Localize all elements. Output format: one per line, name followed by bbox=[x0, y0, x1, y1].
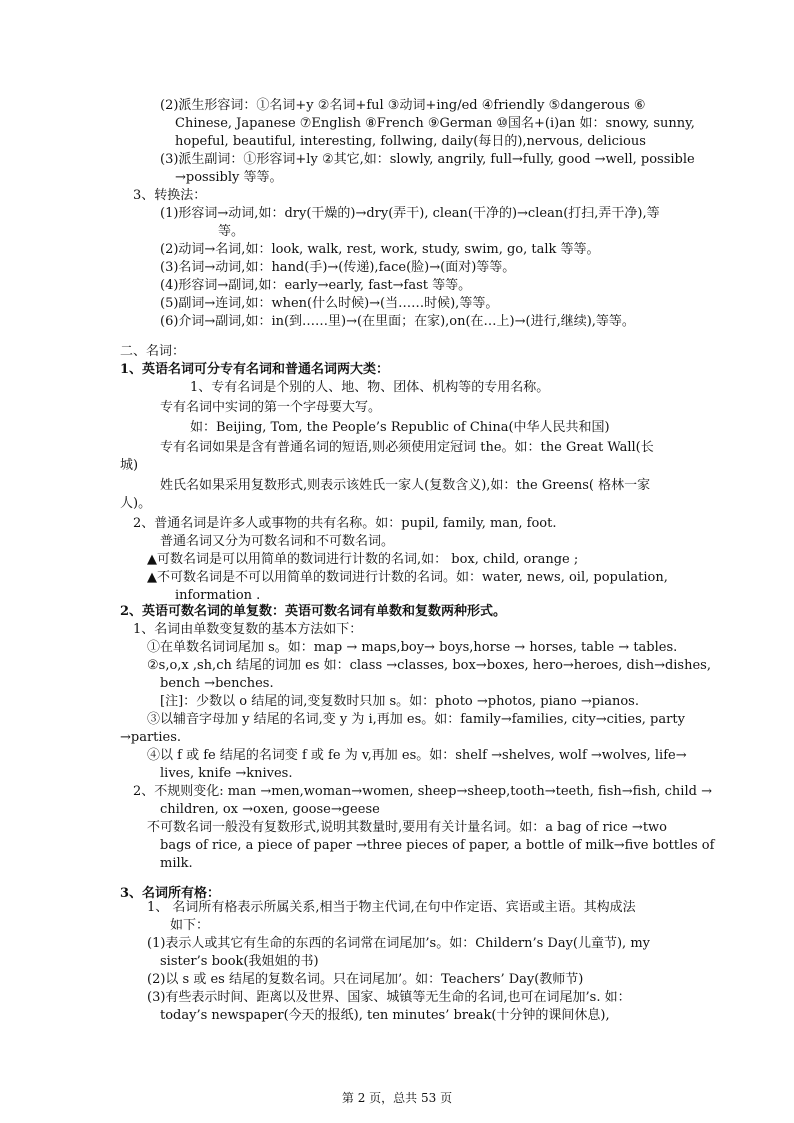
text-line: 1、英语名词可分专有名词和普通名词两大类： bbox=[120, 362, 390, 377]
text-line: (4)形容词→副词,如：early→early, fast→fast 等等。 bbox=[160, 278, 472, 293]
text-line: sister’s book(我姐姐的书) bbox=[160, 954, 319, 969]
text-line: 2、英语可数名词的单复数：英语可数名词有单数和复数两种形式。 bbox=[120, 604, 507, 619]
text-line: bags of rice, a piece of paper →three pieces of paper, a bottle of milk→five bottles of bbox=[160, 838, 715, 853]
text-line: (1)形容词→动词,如：dry(干燥的)→dry(弄干), clean(干净的)→clean(打扫,弄干净),等 bbox=[160, 206, 660, 221]
text-line: [注]：少数以 o 结尾的词,变复数时只加 s。如：photo →photos, piano →pianos. bbox=[160, 694, 639, 709]
text-line: →possibly 等等。 bbox=[175, 170, 283, 185]
text-line: ▲可数名词是可以用简单的数词进行计数的名词,如： box, child, orange ; bbox=[147, 552, 579, 567]
text-line: ④以 f 或 fe 结尾的名词变 f 或 fe 为 v,再加 es。如：shelf →shelves, wolf →wolves, life→ bbox=[147, 748, 687, 763]
text-line: 1、 名词所有格表示所属关系,相当于物主代词,在句中作定语、宾语或主语。其构成法 bbox=[147, 900, 636, 915]
text-line: lives, knife →knives. bbox=[160, 766, 293, 781]
text-line: information . bbox=[175, 588, 261, 603]
text-line: (2)派生形容词：①名词+y ②名词+ful ③动词+ing/ed ④friendly ⑤dangerous ⑥ bbox=[160, 98, 646, 113]
text-line: ▲不可数名词是不可以用简单的数词进行计数的名词。如：water, news, oil, population, bbox=[147, 570, 668, 585]
text-line: (2)以 s 或 es 结尾的复数名词。只在词尾加’。如：Teachers’ Day(教师节) bbox=[147, 972, 584, 987]
text-line: 普通名词又分为可数名词和不可数名词。 bbox=[160, 534, 395, 549]
text-line: 专有名词中实词的第一个字母要大写。 bbox=[160, 400, 382, 415]
text-line: (3)名词→动词,如：hand(手)→(传递),face(脸)→(面对)等等。 bbox=[160, 260, 516, 275]
text-line: (3)有些表示时间、距离以及世界、国家、城镇等无生命的名词,也可在词尾加’s. 如： bbox=[147, 990, 631, 1005]
text-line: hopeful, beautiful, interesting, follwing, daily(每日的),nervous, delicious bbox=[175, 134, 646, 149]
text-line: ①在单数名词词尾加 s。如：map → maps,boy→ boys,horse → horses, table → tables. bbox=[147, 640, 678, 655]
text-line: 不可数名词一般没有复数形式,说明其数量时,要用有关计量名词。如：a bag of rice →two bbox=[147, 820, 667, 835]
text-line: 2、普通名词是许多人或事物的共有名称。如：pupil, family, man, foot. bbox=[133, 516, 557, 531]
text-line: 如下： bbox=[170, 918, 210, 933]
text-line: 如：Beijing, Tom, the People’s Republic of China(中华人民共和国) bbox=[190, 420, 610, 435]
text-line: 专有名词如果是含有普通名词的短语,则必须使用定冠词 the。如：the Great Wall(长 bbox=[160, 440, 654, 455]
text-line: (5)副词→连词,如：when(什么时候)→(当……时候),等等。 bbox=[160, 296, 499, 311]
text-line: ③以辅音字母加 y 结尾的名词,变 y 为 i,再加 es。如：family→families, city→cities, party bbox=[147, 712, 685, 727]
text-line: 人)。 bbox=[120, 496, 152, 511]
text-line: 1、专有名词是个别的人、地、物、团体、机构等的专用名称。 bbox=[190, 380, 550, 395]
text-line: milk. bbox=[160, 856, 193, 871]
text-line: 等。 bbox=[218, 224, 245, 239]
text-line: 1、名词由单数变复数的基本方法如下： bbox=[133, 622, 363, 637]
text-line: ②s,o,x ,sh,ch 结尾的词加 es 如：class →classes, box→boxes, hero→heroes, dish→dishes, bbox=[147, 658, 711, 673]
text-line: (1)表示人或其它有生命的东西的名词常在词尾加’s。如：Childern’s Day(儿童节), my bbox=[147, 936, 650, 951]
text-line: →parties. bbox=[120, 730, 182, 745]
page-footer: 第 2 页，总共 53 页 bbox=[341, 1091, 453, 1105]
text-line: 3、转换法： bbox=[133, 188, 207, 203]
text-line: Chinese, Japanese ⑦English ⑧French ⑨German ⑩国名+(i)an 如：snowy, sunny, bbox=[175, 116, 695, 131]
text-line: 3、名词所有格： bbox=[120, 886, 221, 901]
text-line: (6)介词→副词,如：in(到……里)→(在里面；在家),on(在…上)→(进行,继续),等等。 bbox=[160, 314, 635, 329]
text-line: bench →benches. bbox=[160, 676, 274, 691]
text-line: today’s newspaper(今天的报纸), ten minutes’ break(十分钟的课间休息), bbox=[160, 1008, 610, 1023]
text-line: (3)派生副词：①形容词+ly ②其它,如：slowly, angrily, full→fully, good →well, possible bbox=[160, 152, 695, 167]
text-line: 2、不规则变化: man →men,woman→women, sheep→sheep,tooth→teeth, fish→fish, child → bbox=[133, 784, 712, 799]
text-line: 城) bbox=[120, 458, 139, 473]
text-line: 姓氏名如果采用复数形式,则表示该姓氏一家人(复数含义),如：the Greens( 格林一家 bbox=[160, 478, 651, 493]
text-line: children, ox →oxen, goose→geese bbox=[160, 802, 380, 817]
text-line: (2)动词→名词,如：look, walk, rest, work, study, swim, go, talk 等等。 bbox=[160, 242, 600, 257]
text-line: 二、名词： bbox=[120, 344, 186, 359]
